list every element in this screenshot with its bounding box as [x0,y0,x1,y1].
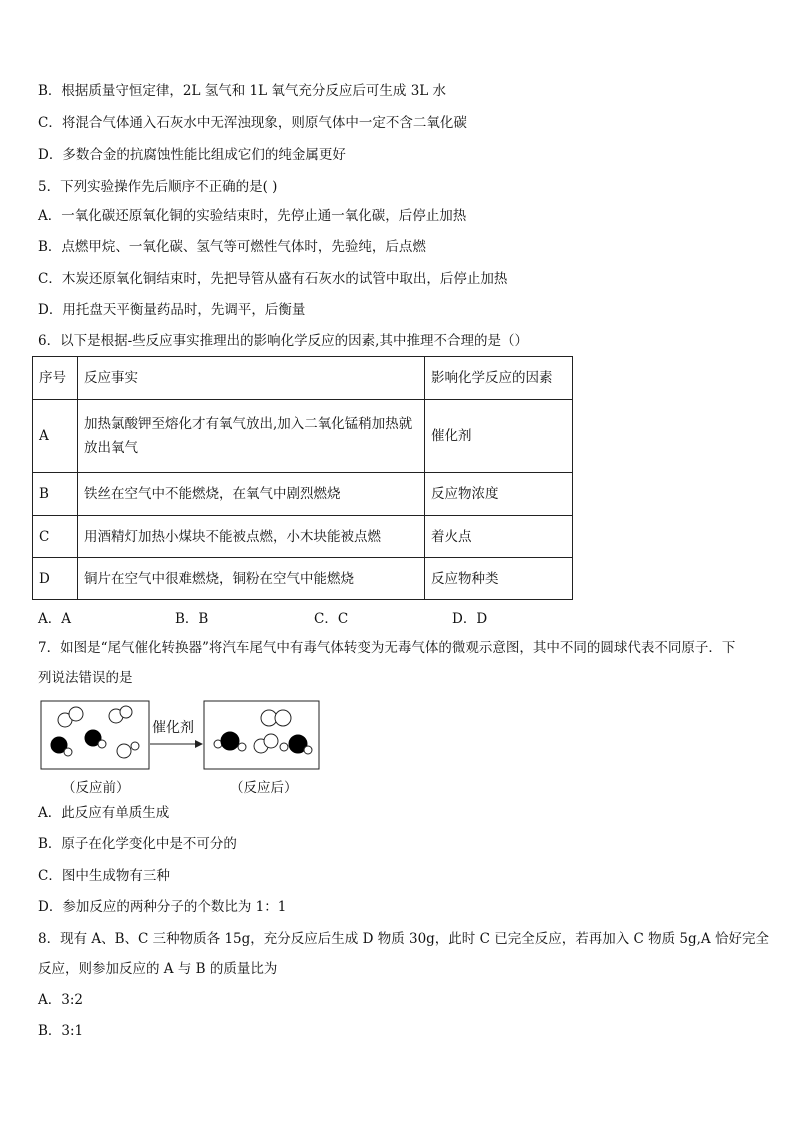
atom-white [69,707,83,721]
q7-option-c: C．图中生成物有三种 [38,868,170,884]
q8-option-a: A．3:2 [38,992,83,1008]
atom-small [98,740,106,748]
row-id: A [33,400,78,473]
q6-option-a: A．A [38,611,71,627]
q5-option-d: D．用托盘天平衡量药品时，先调平，后衡量 [38,302,306,318]
q5-option-a: A．一氧化碳还原氧化铜的实验结束时，先停止通一氧化碳，后停止加热 [38,208,467,224]
row-fact: 用酒精灯加热小煤块不能被点燃，小木块能被点燃 [78,516,425,558]
atom-white [120,706,132,718]
row-id: D [33,558,78,600]
atom-white [264,734,278,748]
row-id: B [33,473,78,516]
q6-table [32,356,573,600]
header-fact: 反应事实 [78,357,425,400]
q7-option-d: D．参加反应的两种分子的个数比为 1：1 [38,899,287,915]
row-factor: 着火点 [425,516,573,558]
atom-small [304,746,312,754]
q8-stem-line2: 反应，则参加反应的 A 与 B 的质量比为 [38,961,278,977]
q6-option-b: B．B [175,611,209,627]
q5-option-c: C．木炭还原氧化铜结束时，先把导管从盛有石灰水的试管中取出，后停止加热 [38,271,508,287]
atom-white [275,710,291,726]
q7-stem-line1: 7．如图是“尾气催化转换器”将汽车尾气中有毒气体转变为无毒气体的微观示意图，其中不同的圆球代表不同原子．下 [38,640,736,656]
q6-options [38,607,558,625]
row-fact: 加热氯酸钾至熔化才有氧气放出,加入二氧化锰稍加热就放出氧气 [78,400,425,473]
atom-black [221,732,239,750]
q7-option-b: B．原子在化学变化中是不可分的 [38,836,237,852]
q4-option-b: B．根据质量守恒定律，2L 氢气和 1L 氧气充分反应后可生成 3L 水 [38,83,447,99]
atom-white [117,744,131,758]
q5-option-b: B．点燃甲烷、一氧化碳、氢气等可燃性气体时，先验纯，后点燃 [38,239,426,255]
table-row [33,516,573,558]
row-fact: 铜片在空气中很难燃烧，铜粉在空气中能燃烧 [78,558,425,600]
q6-option-c: C．C [314,611,349,627]
table-header-row [33,357,573,400]
row-fact: 铁丝在空气中不能燃烧，在氧气中剧烈燃烧 [78,473,425,516]
arrow-label: 催化剂 [152,720,194,736]
caption-after: （反应后） [230,780,298,796]
atom-small [64,748,72,756]
q7-stem-line2: 列说法错误的是 [38,670,133,686]
row-factor: 催化剂 [425,400,573,473]
q4-option-d: D．多数合金的抗腐蚀性能比组成它们的纯金属更好 [38,147,346,163]
q5-stem: 5．下列实验操作先后顺序不正确的是( ) [38,179,278,195]
q4-option-c: C．将混合气体通入石灰水中无浑浊现象，则原气体中一定不含二氧化碳 [38,115,467,131]
q6-option-d: D．D [452,611,488,627]
row-id: C [33,516,78,558]
header-factor: 影响化学反应的因素 [425,357,573,400]
q8-stem-line1: 8．现有 A、B、C 三种物质各 15g，充分反应后生成 D 物质 30g，此时 C 已完全反应，若再加入 C 物质 5g,A 恰好完全 [38,931,769,947]
q8-option-b: B．3:1 [38,1023,84,1039]
arrow-head [195,740,203,748]
header-id: 序号 [33,357,78,400]
caption-before: （反应前） [62,780,130,796]
atom-small [238,743,246,751]
table-row [33,473,573,516]
table-row [33,400,573,473]
q7-option-a: A．此反应有单质生成 [38,805,170,821]
row-factor: 反应物种类 [425,558,573,600]
atom-small [280,743,288,751]
q6-stem: 6．以下是根据-些反应事实推理出的影响化学反应的因素,其中推理不合理的是（） [38,333,528,349]
table-row [33,558,573,600]
row-factor: 反应物浓度 [425,473,573,516]
atom-small [131,742,139,750]
after-box [204,701,319,769]
